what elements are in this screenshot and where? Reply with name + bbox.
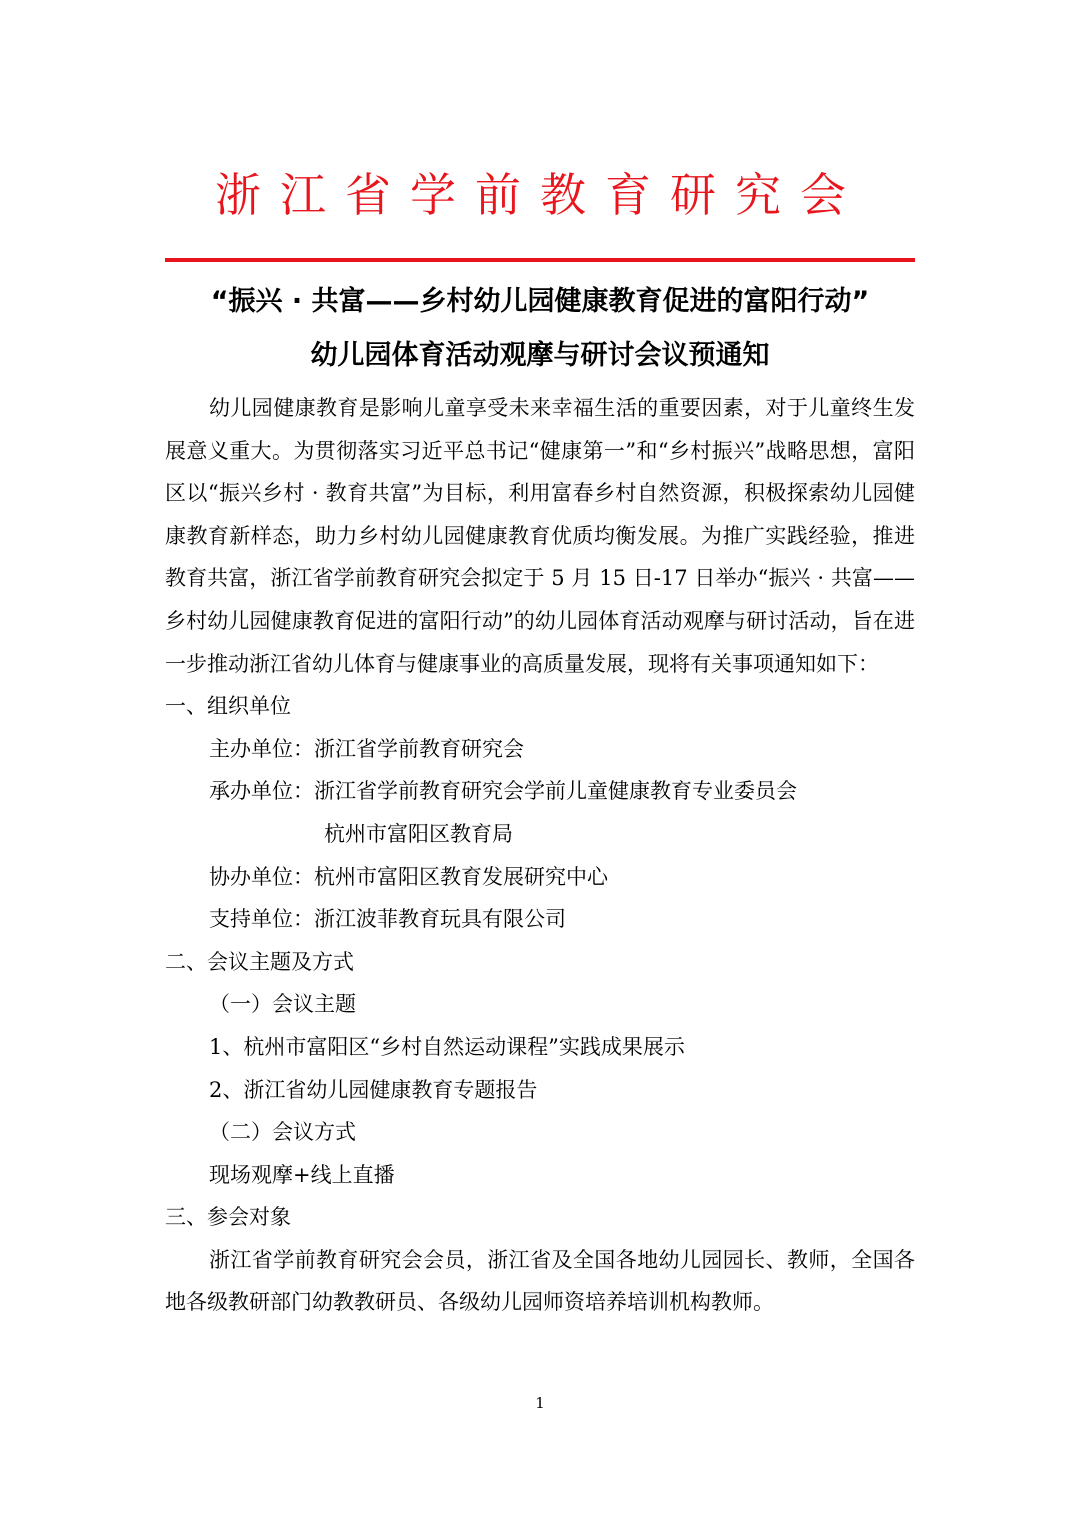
subsection-theme: （一）会议主题 [209,992,356,1017]
theme-item-2: 2、浙江省幼儿园健康教育专题报告 [209,1077,538,1102]
red-divider-line [165,258,915,262]
intro-paragraph: 幼儿园健康教育是影响儿童享受未来幸福生活的重要因素，对于儿童终生发展意义重大。为贯彻落实习近平总书记“健康第一”和“乡村振兴”战略思想，富阳区以“振兴乡村 · 教育共富”为目标，利用富春乡村自然资源，积极探索幼儿园健康教育新样态，助力乡村幼儿园健康教育优质均衡发展。为推广实践经验，推进教育共富，浙江省学前教育研究会拟定于 5 月 15 日-17 日举办“振兴 · 共富——乡村幼儿园健康教育促进的富阳行动”的幼儿园体育活动观摩与研讨活动，旨在进一步推动浙江省幼儿体育与健康事业的高质量发展，现将有关事项通知如下： [165,396,915,676]
theme-item-1: 1、杭州市富阳区“乡村自然运动课程”实践成果展示 [209,1034,685,1059]
page-number: 1 [535,1394,545,1412]
section-3-heading: 三、参会对象 [165,1205,291,1230]
meeting-method: 现场观摩+线上直播 [209,1162,395,1187]
section-1-heading: 一、组织单位 [165,694,291,719]
document-title-line-2: 幼儿园体育活动观摩与研讨会议预通知 [310,340,770,371]
subsection-method: （二）会议方式 [209,1120,356,1145]
document-title-line-1: “振兴 · 共富——乡村幼儿园健康教育促进的富阳行动” [210,286,870,317]
document-body [165,387,915,1324]
organizer-unit-2: 杭州市富阳区教育局 [324,821,513,846]
organizer-unit: 承办单位：浙江省学前教育研究会学前儿童健康教育专业委员会 [209,779,797,804]
supporter-unit: 支持单位：浙江波菲教育玩具有限公司 [209,907,566,932]
organization-masthead: 浙江省学前教育研究会 [215,168,865,222]
co-organizer-unit: 协办单位：杭州市富阳区教育发展研究中心 [209,864,608,889]
host-unit: 主办单位：浙江省学前教育研究会 [209,736,524,761]
section-2-heading: 二、会议主题及方式 [165,949,354,974]
attendees-paragraph: 浙江省学前教育研究会会员，浙江省及全国各地幼儿园园长、教师，全国各地各级教研部门幼教教研员、各级幼儿园师资培养培训机构教师。 [165,1247,915,1315]
